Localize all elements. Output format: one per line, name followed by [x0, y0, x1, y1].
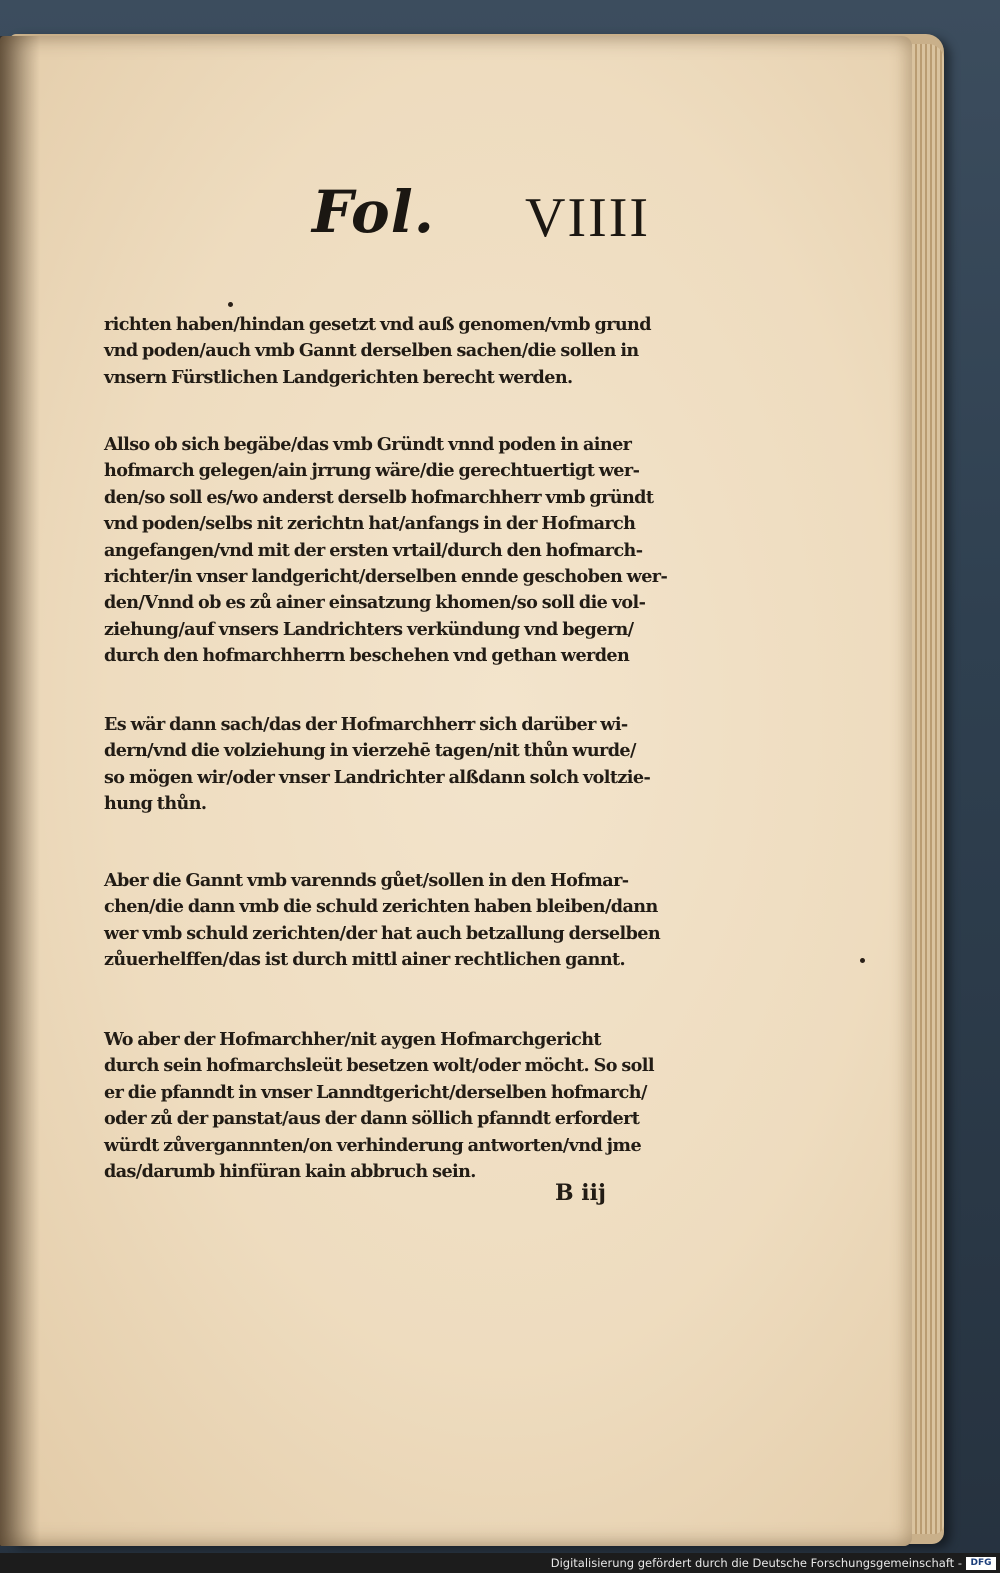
text-line: vnd poden/selbs nit zerichtn hat/anfangs in der Hofmarch	[104, 513, 636, 535]
text-line: das/darumb hinfüran kain abbruch sein.	[104, 1161, 476, 1183]
paragraph-2	[104, 432, 668, 670]
text-line: chen/die dann vmb die schuld zerichten haben bleiben/dann	[104, 896, 658, 918]
footer-credit: Digitalisierung gefördert durch die Deutsche Forschungsgemeinschaft -	[550, 1556, 962, 1570]
spine-shadow	[0, 36, 40, 1546]
text-line: ziehung/auf vnsers Landrichters verkündung vnd begern/	[104, 618, 634, 640]
text-line: durch sein hofmarchsleüt besetzen wolt/oder möcht. So soll	[104, 1055, 654, 1077]
paragraph-4	[104, 868, 660, 974]
text-line: zůuerhelffen/das ist durch mittl ainer rechtlichen gannt.	[104, 949, 626, 971]
ink-mark	[228, 302, 233, 307]
text-line: Aber die Gannt vmb varennds gůet/sollen in den Hofmar-	[104, 870, 629, 891]
text-line: richten haben/hindan gesetzt vnd auß genomen/vmb grund	[104, 314, 651, 335]
text-line: den/Vnnd ob es zů ainer einsatzung khomen/so soll die vol-	[104, 592, 646, 614]
text-line: Allso ob sich begäbe/das vmb Gründt vnnd poden in ainer	[104, 434, 632, 455]
text-line: angefangen/vnd mit der ersten vrtail/durch den hofmarch-	[104, 539, 643, 561]
text-line: hung thůn.	[104, 793, 207, 815]
text-line: dern/vnd die volziehung in vierzehē tagen/nit thůn wurde/	[104, 740, 636, 762]
paragraph-3	[104, 712, 660, 818]
digitization-footer	[0, 1553, 1000, 1573]
text-line: hofmarch gelegen/ain jrrung wäre/die gerechtuertigt wer-	[104, 460, 640, 482]
text-line: Wo aber der Hofmarchher/nit aygen Hofmarchgericht	[104, 1029, 601, 1050]
paragraph-5	[104, 1027, 660, 1185]
text-line: er die pfanndt in vnser Lanndtgericht/derselben hofmarch/	[104, 1081, 647, 1103]
text-line: richter/in vnser landgericht/derselben ennde geschoben wer-	[104, 566, 668, 588]
text-line: durch den hofmarchherrn beschehen vnd gethan werden	[104, 645, 630, 667]
ink-mark	[860, 958, 865, 963]
text-line: vnd poden/auch vmb Gannt derselben sachen/die sollen in	[104, 340, 639, 362]
signature-mark: B iij	[555, 1180, 606, 1206]
folio-number: VIIII	[525, 187, 651, 249]
dfg-logo: DFG	[966, 1557, 996, 1570]
folio-header	[300, 178, 670, 268]
text-line: würdt zůvergannnten/on verhinderung antworten/vnd jme	[104, 1134, 642, 1156]
text-line: den/so soll es/wo anderst derselb hofmarchherr vmb gründt	[104, 486, 654, 508]
paragraph-1	[104, 312, 660, 391]
folio-label: Fol.	[312, 178, 435, 246]
text-line: wer vmb schuld zerichten/der hat auch betzallung derselben	[104, 922, 661, 944]
text-line: oder zů der panstat/aus der dann söllich pfanndt erfordert	[104, 1108, 640, 1130]
text-line: vnsern Fürstlichen Landgerichten berecht werden.	[104, 366, 573, 388]
text-line: Es wär dann sach/das der Hofmarchherr sich darüber wi-	[104, 714, 628, 735]
text-line: so mögen wir/oder vnser Landrichter alßdann solch voltzie-	[104, 766, 651, 788]
